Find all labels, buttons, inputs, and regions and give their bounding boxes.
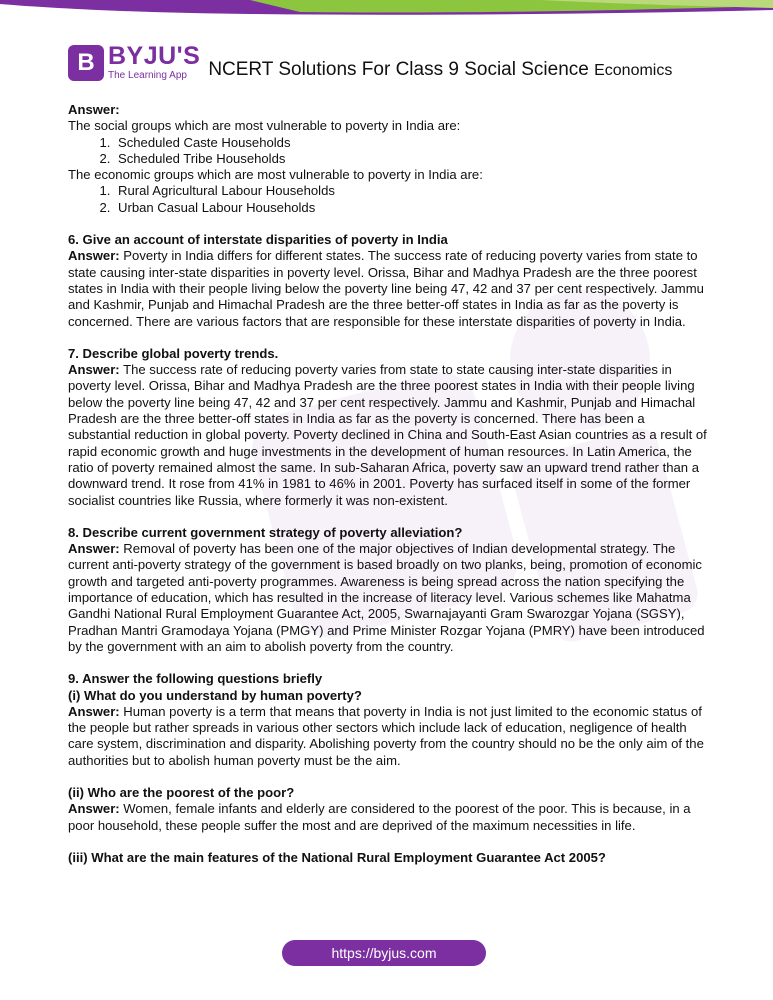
question-7-answer [68, 362, 708, 509]
economic-groups-list [68, 183, 708, 216]
question-9-ii-heading: (ii) Who are the poorest of the poor? [68, 784, 295, 800]
answer-label: Answer: [68, 801, 120, 817]
question-8-answer [68, 541, 708, 655]
list-item: 2. Scheduled Tribe Households [114, 151, 708, 167]
answer-text: Women, female infants and elderly are considered to the poorest of the poor. This is because, in a poor household, these people suffer the most and are deprived of the maximum necessities in life. [68, 801, 691, 833]
footer-website-link[interactable]: https://byjus.com [282, 940, 486, 966]
question-6-answer [68, 248, 708, 329]
economic-groups-intro: The economic groups which are most vulnerable to poverty in India are: [68, 167, 483, 183]
list-item: 2. Urban Casual Labour Households [114, 200, 708, 216]
byjus-logo-icon: B [68, 45, 104, 81]
answer-text: Removal of poverty has been one of the major objectives of Indian developmental strategy. The current anti-poverty strategy of the government is based broadly on two planks, being, promotion of economic growth and targeted anti-poverty programmes. Awareness is being spread across the nation specifying the importance of education, which has resulted in the increase of literacy level. Various schemes like Mahatma Gandhi National Rural Employment Guarantee Act, 2005, Swarnajayanti Gram Swarozgar Yojana (SGSY), Pradhan Mantri Gramodaya Yojana (PMGY) and Prime Minister Rozgar Yojana (PMRY) have been introduced by the government with an aim to abolish poverty from the country. [68, 541, 705, 654]
document-body [68, 102, 708, 866]
byjus-logo-text [108, 44, 200, 81]
answer-label: Answer: [68, 541, 120, 557]
document-title-main: NCERT Solutions For Class 9 Social Science [208, 59, 589, 80]
social-groups-list [68, 135, 708, 168]
question-9-heading: 9. Answer the following questions briefly [68, 671, 323, 687]
answer-text: Poverty in India differs for different states. The success rate of reducing poverty varies from state to state causing inter-state disparities in poverty level. Orissa, Bihar and Madhya Pradesh are the three poorest states in India with their people living below the poverty line being 47, 42 and 37 per cent respectively. Jammu and Kashmir, Punjab and Himachal Pradesh are the three better-off states in India as far as the poverty is concerned. There are various factors that are responsible for these interstate disparities of poverty in India. [68, 248, 704, 329]
document-title-sub: Economics [594, 62, 673, 79]
answer-text: The success rate of reducing poverty varies from state to state causing inter-state disparities in poverty level. Orissa, Bihar and Madhya Pradesh are the three poorest states in India with their people living below the poverty line being 47, 42 and 37 per cent respectively. Jammu and Kashmir, Punjab and Himachal Pradesh are the three better-off states in India as far as the poverty is concerned. There has been a substantial reduction in global poverty. Poverty declined in China and South-East Asian countries as a result of rapid economic growth and huge investments in the development of human resources. In Latin America, the ratio of poverty remained almost the same. In sub-Saharan Africa, poverty saw an upward trend rather than a downward trend. It rose from 41% in 1981 to 46% in 2001. Poverty has surfaced itself in some of the former socialist countries like Russia, where formerly it was non-existent. [68, 362, 707, 508]
question-9-i-heading: (i) What do you understand by human poverty? [68, 687, 362, 703]
list-item: 1. Scheduled Caste Households [114, 135, 708, 151]
question-9-i-answer [68, 704, 708, 769]
question-8-heading: 8. Describe current government strategy of poverty alleviation? [68, 524, 463, 540]
top-decorative-stripe [0, 0, 773, 26]
answer-label: Answer: [68, 248, 120, 264]
answer-label: Answer: [68, 362, 120, 378]
document-title [208, 60, 672, 81]
question-9-ii-answer [68, 801, 708, 834]
logo-tagline: The Learning App [108, 70, 187, 81]
question-6-heading: 6. Give an account of interstate disparities of poverty in India [68, 232, 448, 248]
question-7-heading: 7. Describe global poverty trends. [68, 345, 279, 361]
answer-text: Human poverty is a term that means that poverty in India is not just limited to the economic status of the people but rather spreads in various other sectors which include lack of education, negligence of health care system, discrimination and disparity. Abolishing poverty from the country should no be the only aim of the authorities but to abolish human poverty must be the aim. [68, 703, 704, 768]
logo-name: BYJU'S [108, 42, 201, 70]
social-groups-intro: The social groups which are most vulnerable to poverty in India are: [68, 118, 461, 134]
answer-label: Answer: [68, 102, 120, 117]
list-item: 1. Rural Agricultural Labour Households [114, 183, 708, 199]
page-header [68, 44, 672, 81]
answer-label: Answer: [68, 703, 120, 719]
question-9-iii-heading: (iii) What are the main features of the National Rural Employment Guarantee Act 2005? [68, 849, 606, 865]
